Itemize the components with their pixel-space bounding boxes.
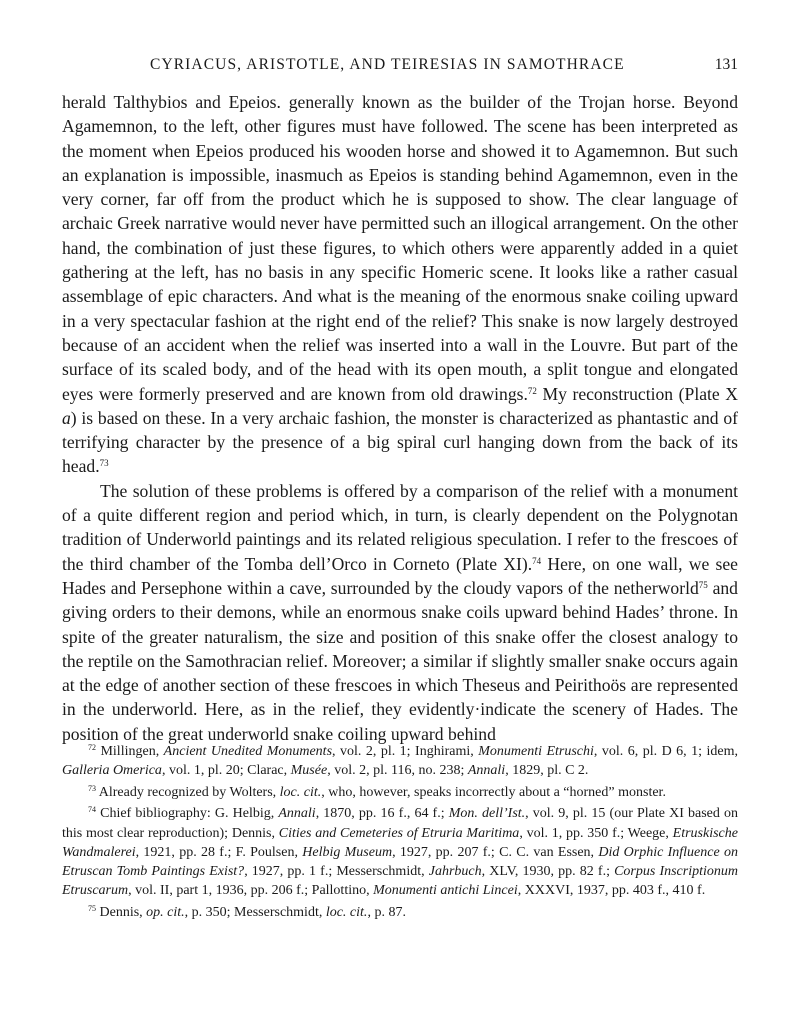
text-span: Dennis,	[96, 904, 147, 920]
citation-title: Annali	[467, 763, 506, 779]
footnotes	[62, 742, 738, 924]
footnote-number: 74	[88, 805, 96, 815]
citation-title: Galleria Omerica	[62, 763, 162, 779]
text-span: , p. 87.	[367, 904, 406, 920]
text-span: , p. 350; Messerschmidt,	[184, 904, 326, 920]
text-span: The solution of these problems is offered by a comparison of the relief with a monument of a quite different region and period which, in turn, is clearly dependent on the Polygnotan tradition of Underworld paintings and its related religious speculation. I refer to the frescoes of the third chamber of the Tomba dell’Orco in Corneto (Plate XI).	[62, 480, 738, 574]
text-span: , XLV, 1930, pp. 82 f.;	[481, 864, 615, 879]
text-span: , vol. II, part 1, 1936, pp. 206 f.; Pallottino,	[128, 883, 374, 899]
citation-title: Did Orphic Influence on Etruscan Tomb Paintings Exist?	[62, 844, 738, 879]
footnote-72	[62, 742, 738, 780]
citation-title: Musée	[290, 763, 328, 779]
citation-title: Etruskische Wandmalerei	[62, 825, 738, 860]
footnote-73	[62, 783, 738, 802]
text-span: and giving orders to their demons, while an enormous snake coils upward behind Hades’ throne. In spite of the greater naturalism, the size and position of this snake offer the closest analogy to the reptile on the Samothracian relief. Moreover; a similar if slightly smaller snake occurs again at the edge of another section of these frescoes in which Theseus and Peirithoös are represented in the underworld. Here, as in the relief, they evidently·indicate the scenery of Hades. The position of the great underworld snake coiling upward behind	[62, 577, 738, 744]
citation-title: loc. cit.	[279, 784, 322, 800]
citation-title: op. cit.	[146, 904, 185, 920]
footnote-ref-73: 73	[99, 458, 109, 469]
text-span: , vol. 2, pl. 116, no. 238;	[327, 763, 468, 779]
footnote-number: 72	[88, 743, 96, 752]
text-span: , 1927, pp. 207 f.; C. C. van Essen,	[392, 844, 599, 860]
footnote-74	[62, 804, 738, 900]
text-span: , vol. 1, pl. 20; Clarac,	[161, 763, 291, 779]
citation-title: Cities and Cemeteries of Etruria Maritima	[278, 825, 520, 841]
text-span: Chief bibliography: G. Helbig,	[96, 806, 279, 822]
text-span: ) is based on these. In a very archaic fashion, the monster is characterized as phantastic and of terrifying character by the presence of a big spiral curl hanging down from the back of its head.	[62, 407, 738, 477]
footnote-ref-75: 75	[698, 579, 708, 590]
text-span: , 1927, pp. 1 f.; Messerschmidt,	[244, 864, 429, 879]
text-span: Already recognized by Wolters,	[96, 784, 280, 800]
citation-title: Monumenti antichi Lincei	[373, 883, 518, 899]
text-span: , XXXVI, 1937, pp. 403 f., 410 f.	[517, 883, 706, 899]
text-span: , 1870, pp. 16 f., 64 f.;	[315, 806, 449, 822]
text-span: , vol. 1, pp. 350 f.; Weege,	[519, 825, 673, 841]
citation-title: loc. cit.	[325, 904, 368, 920]
footnote-number: 75	[88, 903, 96, 913]
text-span: , vol. 6, pl. D 6, 1; idem,	[593, 744, 738, 759]
body-text	[62, 90, 738, 746]
text-span: Millingen,	[96, 744, 164, 759]
text-span: , 1829, pl. C 2.	[505, 763, 589, 779]
plate-letter: a	[62, 407, 71, 428]
footnote-ref-72: 72	[527, 385, 537, 396]
text-span: herald Talthybios and Epeios. generally known as the builder of the Trojan horse. Beyond Agamemnon, to the left, other figures must have followed. The scene has been interpreted as the moment when Epeios produced his wooden horse and showed it to Agamemnon. But such an explanation is impossible, inasmuch as Epeios is standing behind Agamemnon, even in the very corner, far off from the product which he is supposed to show. The clear language of archaic Greek narrative would never have permitted such an illogical arrangement. On the other hand, the combination of just these figures, to which others were apparently added in a quiet gathering at the left, has no basis in any specific Homeric scene. It looks like a rather casual assemblage of epic characters. And what is the meaning of the enormous snake coiling upward in a very spectacular fashion at the right end of the relief? This snake is now largely destroyed because of an accident when the relief was inserted into a wall in the Louvre. But part of the surface of its scaled body, and of the head with its open mouth, a split tongue and elongated eyes were formerly preserved and are known from old drawings.	[62, 92, 738, 404]
citation-title: Mon. dell’Ist.	[448, 806, 526, 822]
footnote-75	[62, 903, 738, 922]
text-span: , vol. 2, pl. 1; Inghirami,	[332, 744, 479, 759]
text-span: Here, on one wall, we see Hades and Persephone within a cave, surrounded by the cloudy vapors of the netherworld	[62, 553, 738, 598]
text-span: , vol. 9, pl. 15 (our Plate XI based on this most clear reproduction); Dennis,	[62, 806, 738, 841]
running-header	[150, 56, 738, 78]
text-span: , 1921, pp. 28 f.; F. Poulsen,	[135, 844, 303, 860]
footnote-ref-74: 74	[532, 555, 542, 566]
citation-title: Annali	[278, 806, 316, 822]
citation-title: Jahrbuch	[428, 864, 482, 879]
citation-title: Monumenti Etruschi	[478, 744, 594, 759]
running-title: CYRIACUS, ARISTOTLE, AND TEIRESIAS IN SAMOTHRACE	[150, 56, 625, 73]
page-number: 131	[714, 56, 738, 73]
text-span: , who, however, speaks incorrectly about a “horned” monster.	[321, 784, 666, 800]
citation-title: Ancient Unedited Monuments	[163, 744, 333, 759]
citation-title: Corpus Inscriptionum Etruscarum	[62, 864, 738, 899]
text-span: My reconstruction (Plate X	[536, 383, 738, 404]
paragraph-2	[62, 479, 738, 746]
footnote-number: 73	[88, 783, 96, 793]
citation-title: Helbig Museum	[302, 844, 393, 860]
paragraph-1	[62, 90, 738, 479]
